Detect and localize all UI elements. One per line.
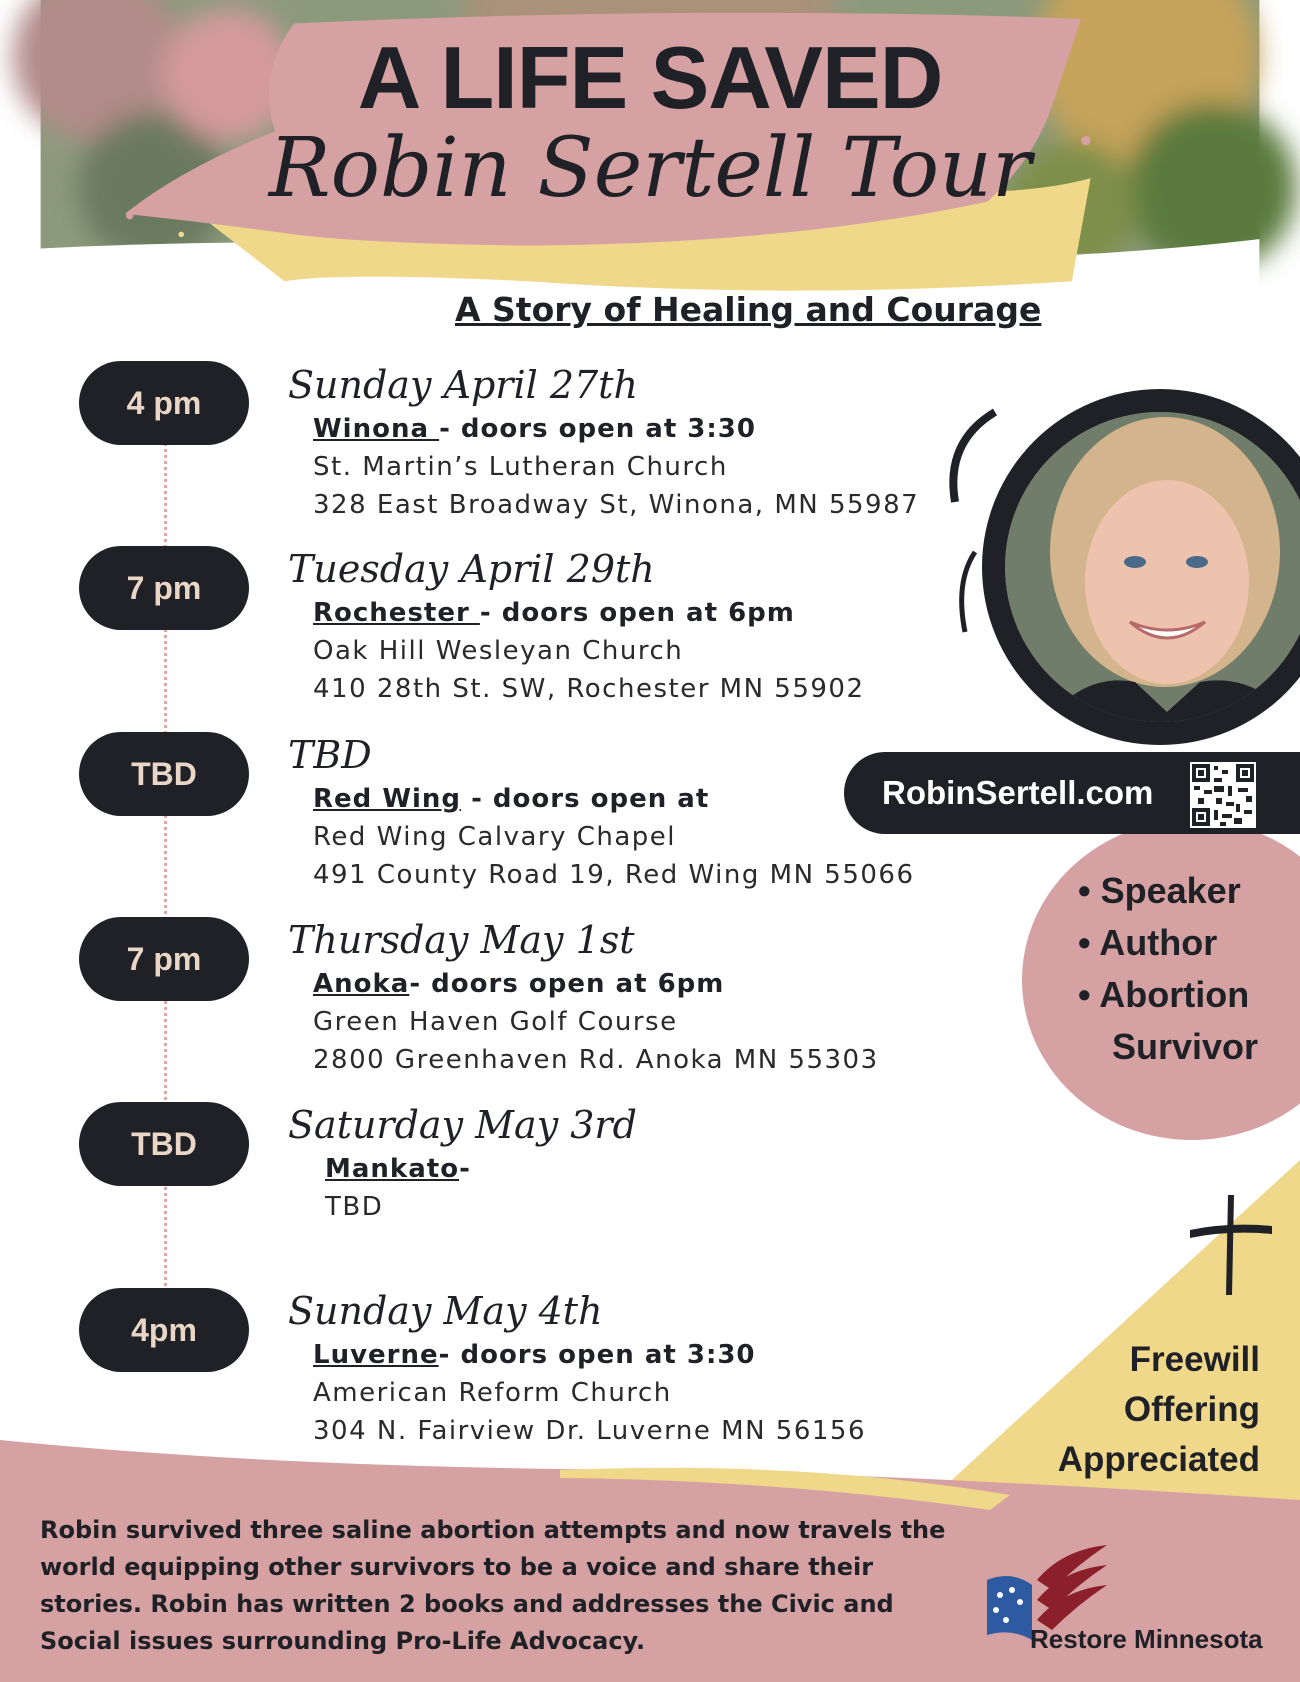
event-address: 328 East Broadway St, Winona, MN 55987 <box>313 490 920 520</box>
time-pill: TBD <box>79 1102 249 1186</box>
event-date: Sunday April 27th <box>288 363 638 407</box>
event-date: Thursday May 1st <box>288 918 635 962</box>
role-item: • Author <box>1078 922 1218 963</box>
event-date: TBD <box>288 733 372 777</box>
event-venue: St. Martin’s Lutheran Church <box>313 452 728 482</box>
time-pill: 4 pm <box>79 361 249 445</box>
event-item <box>288 363 948 520</box>
event-city-line <box>313 969 948 999</box>
bio-text: Robin survived three saline abortion attempts and now travels the world equipping other survivors to be a voice and share their stories. Robin has written 2 books and addresses the Civic and Social issues surrounding Pro-Life Advocacy. <box>40 1516 946 1655</box>
event-doors: - doors open at 3:30 <box>438 1340 756 1370</box>
event-date: Sunday May 4th <box>288 1289 603 1333</box>
event-item <box>288 918 948 1075</box>
offering-line: Appreciated <box>1057 1440 1260 1479</box>
time-pill: 7 pm <box>79 917 249 1001</box>
event-date: Saturday May 3rd <box>288 1103 637 1147</box>
event-venue: Oak Hill Wesleyan Church <box>313 636 684 666</box>
qr-code-icon[interactable] <box>1190 762 1256 828</box>
event-doors: - doors open at 6pm <box>409 969 725 999</box>
time-pill: 7 pm <box>79 546 249 630</box>
event-venue: TBD <box>325 1192 384 1222</box>
website-link[interactable]: RobinSertell.com <box>882 774 1154 811</box>
org-name: Restore Minnesota <box>1030 1624 1263 1654</box>
event-city: Luverne <box>313 1340 439 1370</box>
event-city: Anoka <box>313 969 410 999</box>
event-city-line <box>313 1340 948 1370</box>
cross-icon <box>1188 1190 1278 1300</box>
event-city-line <box>325 1154 948 1184</box>
timeline-line <box>164 400 171 1330</box>
role-item: • Abortion <box>1078 974 1250 1015</box>
event-city: Rochester <box>313 598 480 628</box>
time-pill: TBD <box>79 732 249 816</box>
event-city: Mankato <box>325 1154 460 1184</box>
role-item: Survivor <box>1112 1026 1259 1067</box>
event-city: Winona <box>313 414 440 444</box>
event-city-line <box>313 414 948 444</box>
event-doors: - doors open at <box>461 784 710 814</box>
event-address: 2800 Greenhaven Rd. Anoka MN 55303 <box>313 1045 879 1075</box>
script-title: Robin Sertell Tour <box>268 121 1032 216</box>
subtitle: A Story of Healing and Courage <box>455 290 1042 329</box>
event-item <box>288 1289 948 1446</box>
role-item: • Speaker <box>1078 870 1241 911</box>
event-address: 410 28th St. SW, Rochester MN 55902 <box>313 674 865 704</box>
time-pill: 4pm <box>79 1288 249 1372</box>
offering-line: Offering <box>1123 1390 1260 1429</box>
event-address: 491 County Road 19, Red Wing MN 55066 <box>313 860 915 890</box>
event-doors: - <box>459 1154 471 1184</box>
event-date: Tuesday April 29th <box>288 547 655 591</box>
event-venue: Red Wing Calvary Chapel <box>313 822 677 852</box>
event-city: Red Wing <box>313 784 462 814</box>
speaker-photo <box>935 382 1300 752</box>
event-item <box>288 1103 948 1222</box>
event-venue: American Reform Church <box>313 1378 672 1408</box>
event-city-line <box>313 598 948 628</box>
event-doors: - doors open at 6pm <box>479 598 795 628</box>
offering-line: Freewill <box>1129 1340 1260 1379</box>
event-doors: - doors open at 3:30 <box>439 414 756 444</box>
event-address: 304 N. Fairview Dr. Luverne MN 56156 <box>313 1416 866 1446</box>
page-title: A LIFE SAVED <box>357 28 943 127</box>
event-item <box>288 547 948 704</box>
event-venue: Green Haven Golf Course <box>313 1007 678 1037</box>
